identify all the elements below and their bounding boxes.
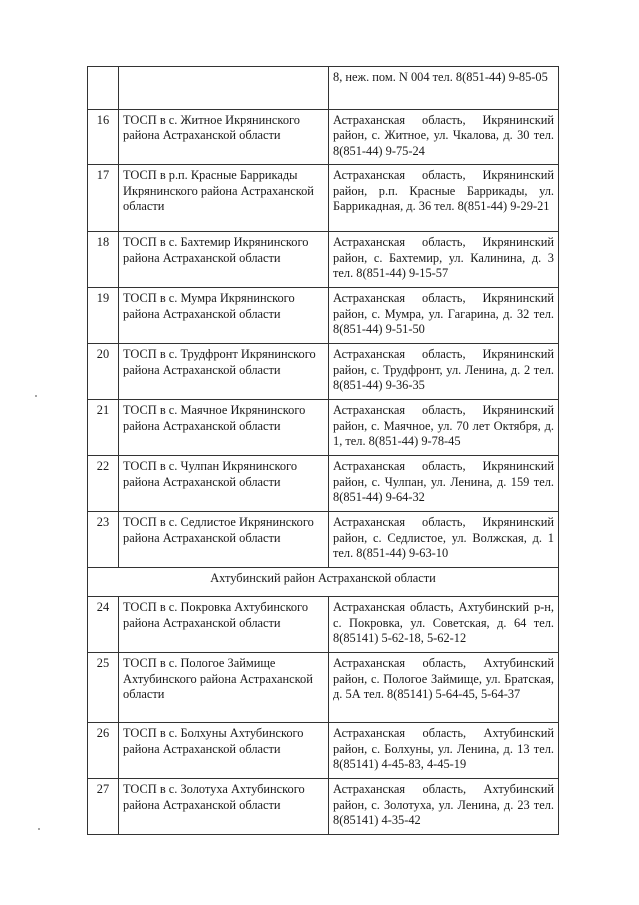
row-number-cell: 17 (88, 165, 119, 232)
table-row (88, 512, 559, 568)
row-number-cell: 22 (88, 456, 119, 512)
row-number-cell (88, 67, 119, 110)
office-address-cell: Астраханская область, Ахтубинский район, с. Золотуха, ул. Ленина, д. 23 тел. 8(85141) 4-35-42 (329, 779, 559, 835)
row-number-cell: 18 (88, 232, 119, 288)
table-row (88, 165, 559, 232)
office-name-cell: ТОСП в с. Пологое Займище Ахтубинского района Астраханской области (119, 653, 329, 723)
office-name-cell: ТОСП в с. Чулпан Икрянинского района Астраханской области (119, 456, 329, 512)
office-address-cell: Астраханская область, Икрянинский район, с. Маячное, ул. 70 лет Октября, д. 1, тел. 8(851-44) 9-78-45 (329, 400, 559, 456)
office-address-cell: Астраханская область, Икрянинский район, с. Седлистое, ул. Волжская, д. 1 тел. 8(851-44) 9-63-10 (329, 512, 559, 568)
office-address-cell: Астраханская область, Икрянинский район, с. Чулпан, ул. Ленина, д. 159 тел. 8(851-44) 9-64-32 (329, 456, 559, 512)
table-row (88, 400, 559, 456)
office-address-cell: Астраханская область, Ахтубинский район, с. Пологое Займище, ул. Братская, д. 5А тел. 8(85141) 5-64-45, 5-64-37 (329, 653, 559, 723)
row-number-cell: 19 (88, 288, 119, 344)
office-name-cell: ТОСП в р.п. Красные Баррикады Икрянинского района Астраханской области (119, 165, 329, 232)
table-row (88, 110, 559, 165)
office-name-cell: ТОСП в с. Седлистое Икрянинского района Астраханской области (119, 512, 329, 568)
table-row (88, 232, 559, 288)
offices-table (87, 66, 559, 835)
office-name-cell: ТОСП в с. Житное Икрянинского района Астраханской области (119, 110, 329, 165)
section-title: Ахтубинский район Астраханской области (88, 568, 559, 597)
office-name-cell: ТОСП в с. Маячное Икрянинского района Астраханской области (119, 400, 329, 456)
office-address-cell: Астраханская область, Икрянинский район, р.п. Красные Баррикады, ул. Баррикадная, д. 36 тел. 8(851-44) 9-29-21 (329, 165, 559, 232)
table-row (88, 288, 559, 344)
office-name-cell: ТОСП в с. Золотуха Ахтубинского района Астраханской области (119, 779, 329, 835)
office-address-cell: Астраханская область, Икрянинский район, с. Житное, ул. Чкалова, д. 30 тел. 8(851-44) 9-75-24 (329, 110, 559, 165)
table-row (88, 344, 559, 400)
scan-speck (38, 828, 40, 830)
table-row (88, 653, 559, 723)
office-name-cell: ТОСП в с. Болхуны Ахтубинского района Астраханской области (119, 723, 329, 779)
row-number-cell: 20 (88, 344, 119, 400)
office-address-cell: Астраханская область, Ахтубинский район, с. Болхуны, ул. Ленина, д. 13 тел. 8(85141) 4-45-83, 4-45-19 (329, 723, 559, 779)
office-address-cell: Астраханская область, Икрянинский район, с. Бахтемир, ул. Калинина, д. 3 тел. 8(851-44) 9-15-57 (329, 232, 559, 288)
row-number-cell: 26 (88, 723, 119, 779)
table-row (88, 67, 559, 110)
office-name-cell: ТОСП в с. Покровка Ахтубинского района Астраханской области (119, 597, 329, 653)
row-number-cell: 23 (88, 512, 119, 568)
office-address-cell: 8, неж. пом. N 004 тел. 8(851-44) 9-85-05 (329, 67, 559, 110)
office-name-cell: ТОСП в с. Мумра Икрянинского района Астраханской области (119, 288, 329, 344)
row-number-cell: 25 (88, 653, 119, 723)
table-row (88, 779, 559, 835)
scan-speck (35, 395, 37, 397)
office-address-cell: Астраханская область, Икрянинский район, с. Мумра, ул. Гагарина, д. 32 тел. 8(851-44) 9-51-50 (329, 288, 559, 344)
office-address-cell: Астраханская область, Икрянинский район, с. Трудфронт, ул. Ленина, д. 2 тел. 8(851-44) 9-36-35 (329, 344, 559, 400)
row-number-cell: 21 (88, 400, 119, 456)
row-number-cell: 27 (88, 779, 119, 835)
section-header-row (88, 568, 559, 597)
table-row (88, 723, 559, 779)
office-address-cell: Астраханская область, Ахтубинский р-н, с. Покровка, ул. Советская, д. 64 тел. 8(85141) 5-62-18, 5-62-12 (329, 597, 559, 653)
row-number-cell: 16 (88, 110, 119, 165)
office-name-cell: ТОСП в с. Трудфронт Икрянинского района Астраханской области (119, 344, 329, 400)
table-row (88, 456, 559, 512)
table-row (88, 597, 559, 653)
office-name-cell (119, 67, 329, 110)
office-name-cell: ТОСП в с. Бахтемир Икрянинского района Астраханской области (119, 232, 329, 288)
row-number-cell: 24 (88, 597, 119, 653)
